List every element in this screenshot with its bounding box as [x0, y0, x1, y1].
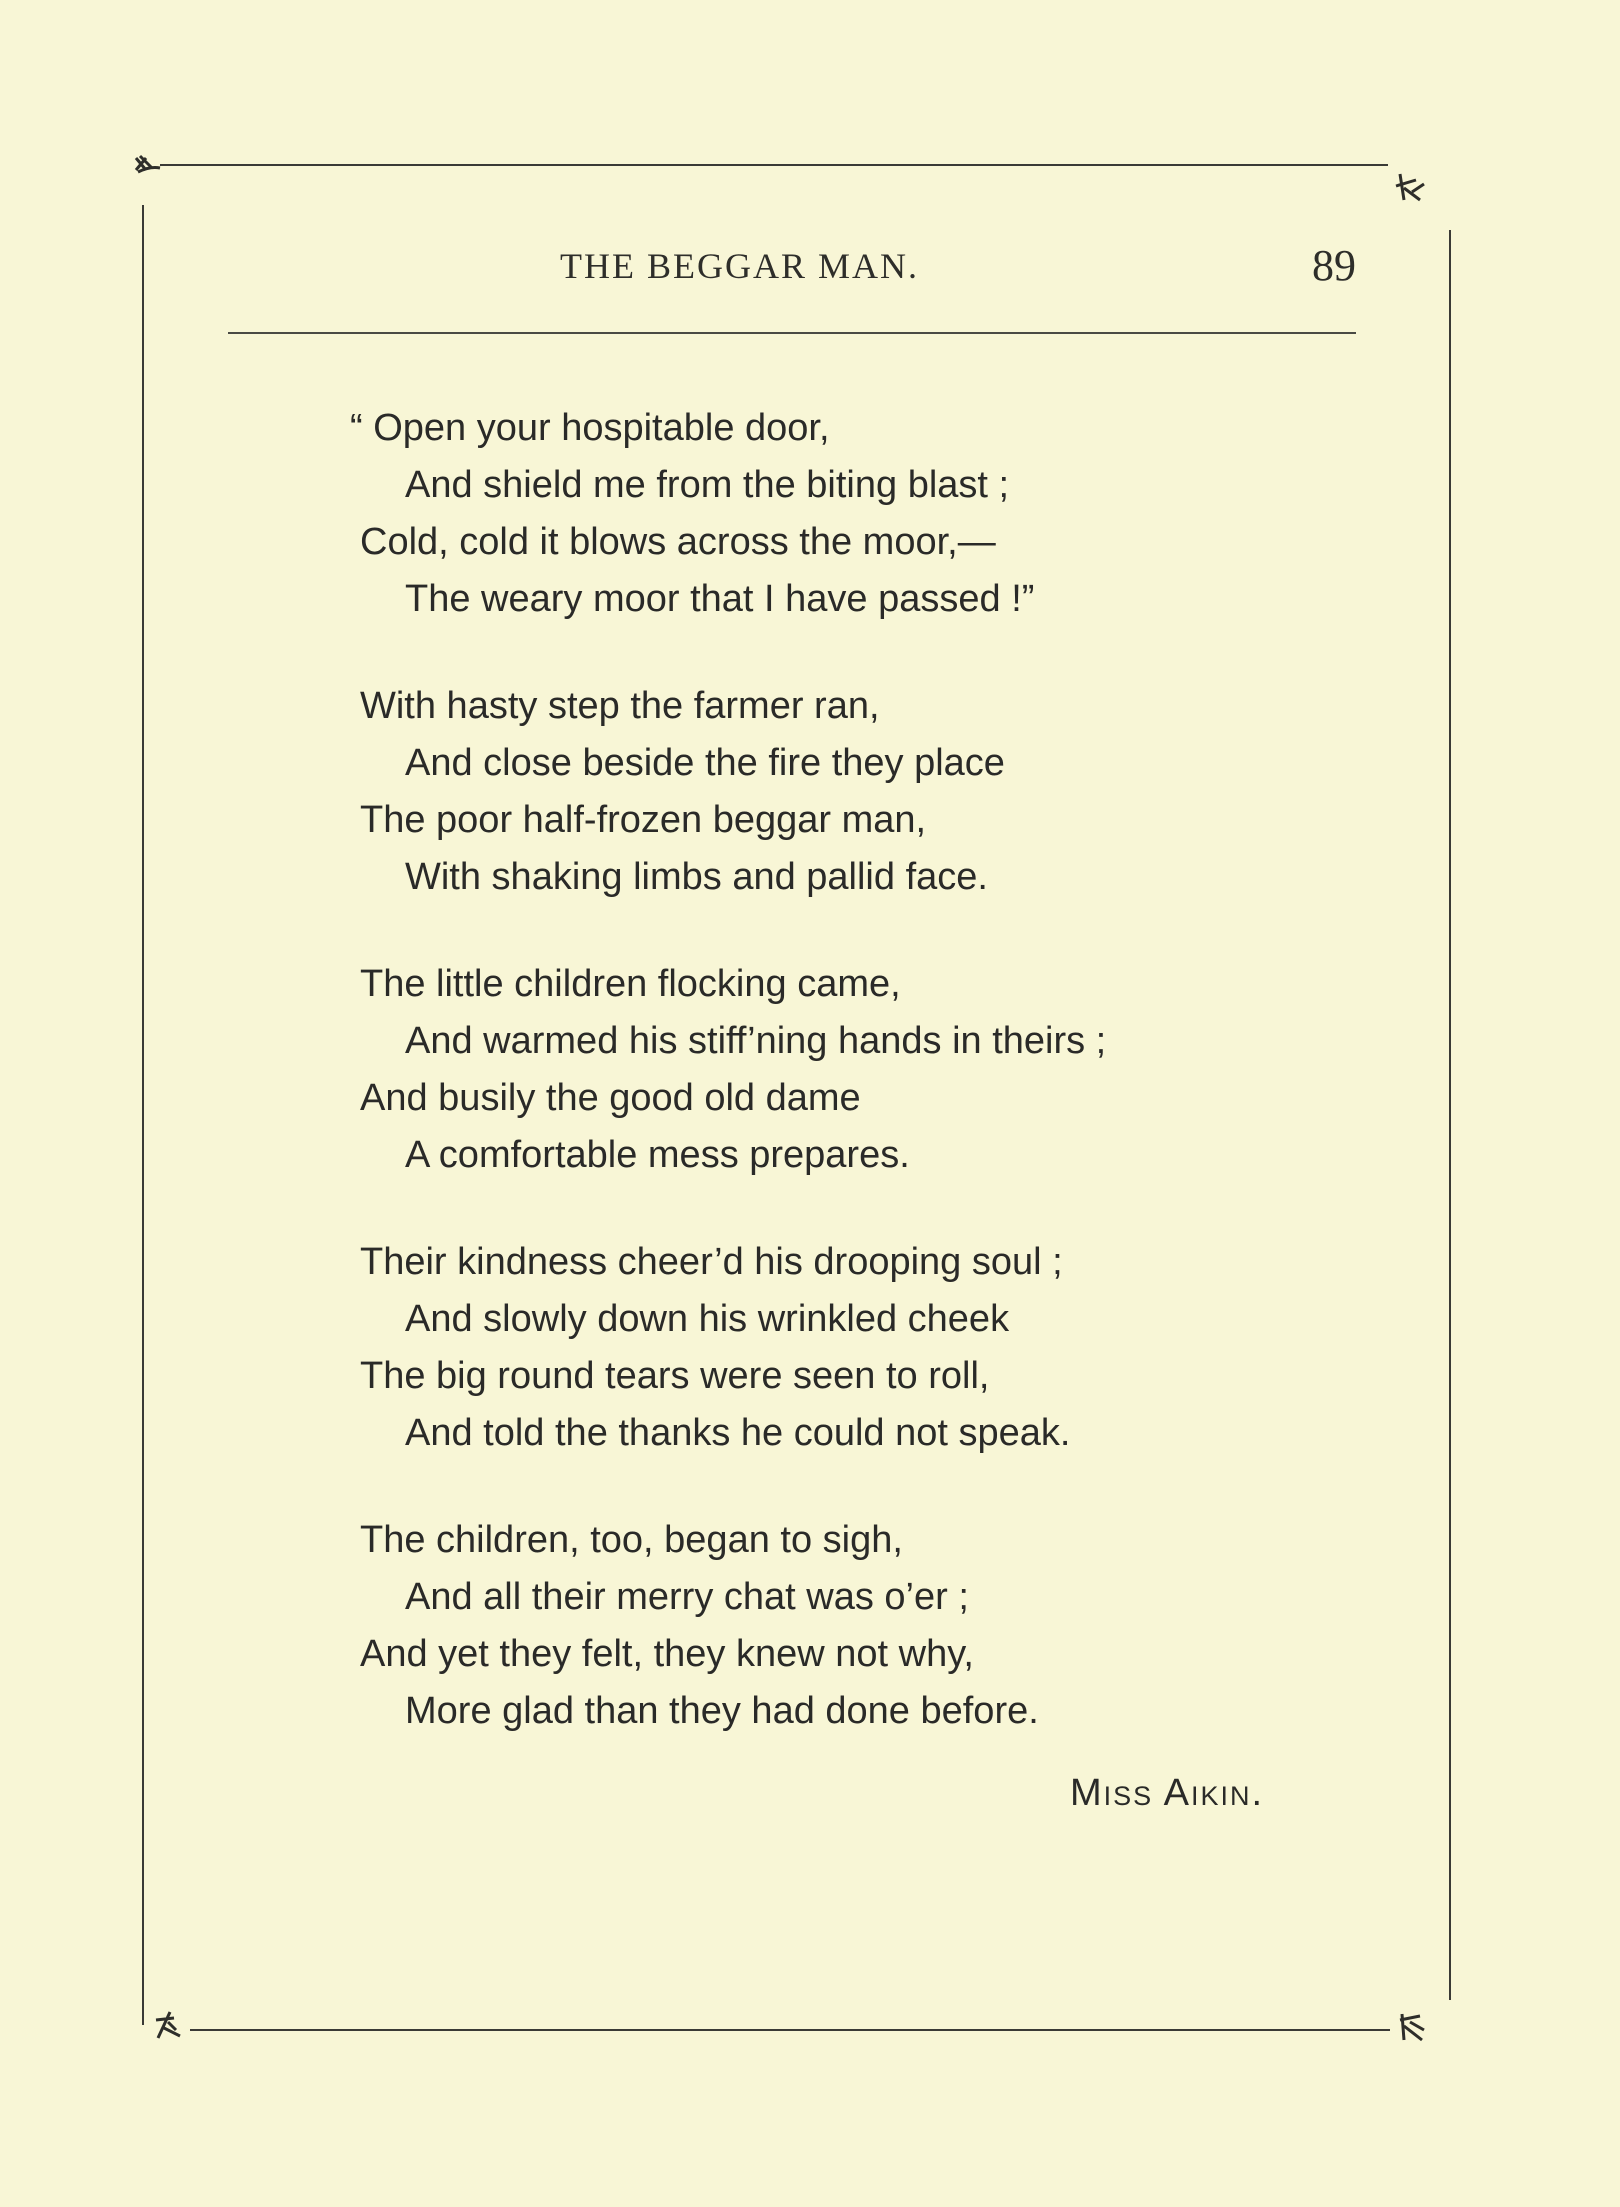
poem-line: And all their merry chat was o’er ;	[405, 1576, 969, 1618]
corner-ornament-icon	[130, 148, 170, 188]
poem-line: And warmed his stiff’ning hands in theirs ;	[405, 1020, 1107, 1062]
frame-top-rule	[160, 164, 1388, 166]
poem-line: And slowly down his wrinkled cheek	[405, 1298, 1010, 1340]
poem-line: With shaking limbs and pallid face.	[405, 856, 988, 898]
poem-line: A comfortable mess prepares.	[405, 1134, 910, 1176]
frame-left-rule	[142, 205, 144, 2025]
poem-line: The big round tears were seen to roll,	[360, 1355, 990, 1397]
corner-ornament-icon	[150, 2006, 190, 2046]
header-rule	[228, 332, 1356, 334]
frame-right-rule	[1449, 230, 1451, 2000]
author-attribution: Miss Aikin.	[1070, 1772, 1265, 1814]
stanza-2	[360, 678, 1360, 906]
poem-body	[350, 400, 1360, 1790]
stanza-5	[360, 1512, 1360, 1740]
poem-line: And shield me from the biting blast ;	[405, 464, 1010, 506]
poem-line: With hasty step the farmer ran,	[360, 685, 880, 727]
poem-line: And close beside the fire they place	[405, 742, 1005, 784]
poem-line: More glad than they had done before.	[405, 1690, 1039, 1732]
frame-bottom-rule	[190, 2029, 1390, 2031]
corner-ornament-icon	[1390, 170, 1430, 210]
poem-line: The children, too, began to sigh,	[360, 1519, 903, 1561]
page-number: 89	[1312, 241, 1356, 290]
poem-line: And busily the good old dame	[360, 1077, 861, 1119]
stanza-4	[360, 1234, 1360, 1462]
poem-line: And told the thanks he could not speak.	[405, 1412, 1071, 1454]
corner-ornament-icon	[1392, 2008, 1432, 2048]
poem-line: The little children flocking came,	[360, 963, 901, 1005]
running-title: THE BEGGAR MAN.	[560, 246, 919, 286]
poem-line: Their kindness cheer’d his drooping soul ;	[360, 1241, 1063, 1283]
poem-line: The weary moor that I have passed !”	[405, 578, 1035, 620]
poem-line: “ Open your hospitable door,	[350, 407, 830, 449]
stanza-1	[350, 400, 1360, 628]
poem-line: Cold, cold it blows across the moor,—	[360, 521, 996, 563]
stanza-3	[360, 956, 1360, 1184]
poem-line: The poor half-frozen beggar man,	[360, 799, 927, 841]
poem-line: And yet they felt, they knew not why,	[360, 1633, 974, 1675]
